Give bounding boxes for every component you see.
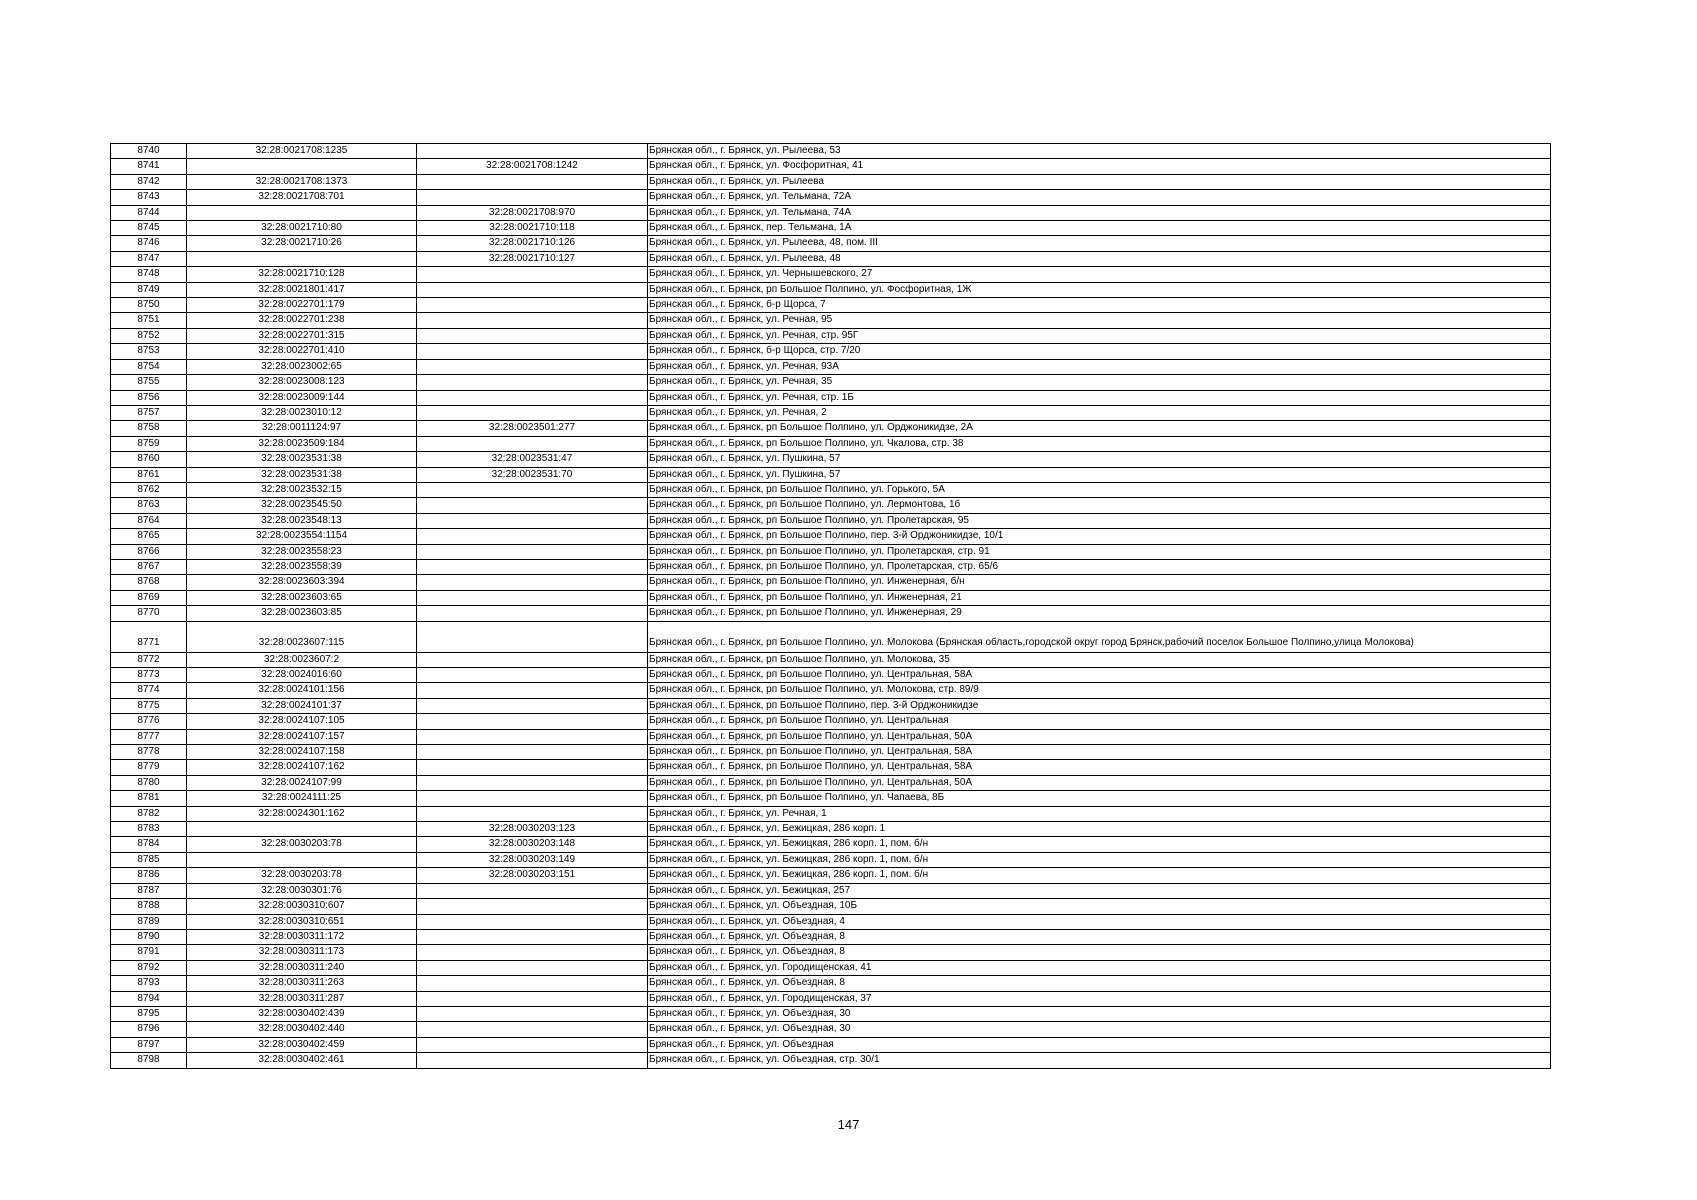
row-number-cell: 8792 [111, 960, 187, 975]
building-cadastral-number-cell [417, 498, 648, 513]
address-cell: Брянская обл., г. Брянск, рп Большое Полпино, ул. Горького, 5А [648, 482, 1551, 497]
address-cell: Брянская обл., г. Брянск, рп Большое Полпино, ул. Орджоникидзе, 2А [648, 421, 1551, 436]
cadastral-number-cell: 32:28:0023607:2 [187, 652, 417, 667]
building-cadastral-number-cell [417, 482, 648, 497]
row-number-cell: 8762 [111, 482, 187, 497]
address-cell: Брянская обл., г. Брянск, рп Большое Полпино, ул. Центральная, 50А [648, 729, 1551, 744]
cadastral-number-cell: 32:28:0030311:263 [187, 976, 417, 991]
table-row [111, 159, 1551, 174]
table-row [111, 282, 1551, 297]
building-cadastral-number-cell [417, 590, 648, 605]
address-cell: Брянская обл., г. Брянск, ул. Фосфоритная, 41 [648, 159, 1551, 174]
building-cadastral-number-cell [417, 621, 648, 652]
cadastral-number-cell: 32:28:0021708:1373 [187, 174, 417, 189]
cadastral-number-cell: 32:28:0023532:15 [187, 482, 417, 497]
building-cadastral-number-cell: 32:28:0030203:123 [417, 822, 648, 837]
building-cadastral-number-cell: 32:28:0023531:70 [417, 467, 648, 482]
address-cell: Брянская обл., г. Брянск, ул. Речная, 35 [648, 375, 1551, 390]
address-cell: Брянская обл., г. Брянск, ул. Объездная, 4 [648, 914, 1551, 929]
address-cell: Брянская обл., г. Брянск, ул. Объездная, стр. 30/1 [648, 1053, 1551, 1068]
cadastral-number-cell: 32:28:0030310:651 [187, 914, 417, 929]
table-row [111, 837, 1551, 852]
table-row [111, 683, 1551, 698]
table-row [111, 452, 1551, 467]
row-number-cell: 8778 [111, 745, 187, 760]
building-cadastral-number-cell [417, 945, 648, 960]
cadastral-number-cell: 32:28:0030311:172 [187, 929, 417, 944]
building-cadastral-number-cell [417, 976, 648, 991]
building-cadastral-number-cell [417, 668, 648, 683]
table-row [111, 405, 1551, 420]
address-cell: Брянская обл., г. Брянск, рп Большое Полпино, ул. Центральная, 50А [648, 775, 1551, 790]
row-number-cell: 8775 [111, 698, 187, 713]
address-cell: Брянская обл., г. Брянск, ул. Рылеева, 48 [648, 251, 1551, 266]
address-cell: Брянская обл., г. Брянск, ул. Объездная, 8 [648, 945, 1551, 960]
cadastral-number-cell: 32:28:0023010:12 [187, 405, 417, 420]
cadastral-number-cell: 32:28:0023558:23 [187, 544, 417, 559]
cadastral-number-cell: 32:28:0030311:173 [187, 945, 417, 960]
row-number-cell: 8755 [111, 375, 187, 390]
row-number-cell: 8742 [111, 174, 187, 189]
building-cadastral-number-cell [417, 1037, 648, 1052]
row-number-cell: 8772 [111, 652, 187, 667]
property-table-body [111, 144, 1551, 1069]
row-number-cell: 8751 [111, 313, 187, 328]
cadastral-number-cell: 32:28:0030402:439 [187, 1006, 417, 1021]
row-number-cell: 8743 [111, 190, 187, 205]
cadastral-number-cell: 32:28:0030203:78 [187, 837, 417, 852]
building-cadastral-number-cell [417, 914, 648, 929]
row-number-cell: 8756 [111, 390, 187, 405]
building-cadastral-number-cell: 32:28:0030203:148 [417, 837, 648, 852]
address-cell: Брянская обл., г. Брянск, ул. Бежицкая, 257 [648, 883, 1551, 898]
table-row [111, 652, 1551, 667]
address-cell: Брянская обл., г. Брянск, рп Большое Полпино, ул. Фосфоритная, 1Ж [648, 282, 1551, 297]
row-number-cell: 8790 [111, 929, 187, 944]
table-row [111, 621, 1551, 652]
cadastral-number-cell: 32:28:0030301:76 [187, 883, 417, 898]
building-cadastral-number-cell [417, 1022, 648, 1037]
row-number-cell: 8744 [111, 205, 187, 220]
row-number-cell: 8782 [111, 806, 187, 821]
address-cell: Брянская обл., г. Брянск, ул. Пушкина, 57 [648, 467, 1551, 482]
address-cell: Брянская обл., г. Брянск, ул. Объездная, 10Б [648, 899, 1551, 914]
building-cadastral-number-cell [417, 806, 648, 821]
row-number-cell: 8741 [111, 159, 187, 174]
cadastral-number-cell: 32:28:0030203:78 [187, 868, 417, 883]
table-row [111, 852, 1551, 867]
cadastral-number-cell [187, 822, 417, 837]
address-cell: Брянская обл., г. Брянск, б-р Щорса, 7 [648, 298, 1551, 313]
building-cadastral-number-cell: 32:28:0021708:1242 [417, 159, 648, 174]
row-number-cell: 8793 [111, 976, 187, 991]
row-number-cell: 8779 [111, 760, 187, 775]
table-row [111, 575, 1551, 590]
table-row [111, 236, 1551, 251]
building-cadastral-number-cell [417, 544, 648, 559]
row-number-cell: 8797 [111, 1037, 187, 1052]
building-cadastral-number-cell [417, 282, 648, 297]
table-row [111, 1037, 1551, 1052]
address-cell: Брянская обл., г. Брянск, рп Большое Полпино, ул. Пролетарская, стр. 91 [648, 544, 1551, 559]
address-cell: Брянская обл., г. Брянск, ул. Тельмана, 74А [648, 205, 1551, 220]
table-row [111, 359, 1551, 374]
cadastral-number-cell: 32:28:0021710:128 [187, 267, 417, 282]
building-cadastral-number-cell [417, 899, 648, 914]
table-row [111, 144, 1551, 159]
cadastral-number-cell: 32:28:0023607:115 [187, 621, 417, 652]
address-cell: Брянская обл., г. Брянск, рп Большое Полпино, ул. Молокова, стр. 89/9 [648, 683, 1551, 698]
building-cadastral-number-cell [417, 144, 648, 159]
row-number-cell: 8795 [111, 1006, 187, 1021]
cadastral-number-cell: 32:28:0023603:65 [187, 590, 417, 605]
address-cell: Брянская обл., г. Брянск, рп Большое Полпино, ул. Молокова (Брянская область,городской округ город Брянск,рабочий поселок Большое Полпино,улица Молокова) [648, 621, 1551, 652]
row-number-cell: 8765 [111, 529, 187, 544]
cadastral-number-cell: 32:28:0023531:38 [187, 467, 417, 482]
table-row [111, 806, 1551, 821]
address-cell: Брянская обл., г. Брянск, рп Большое Полпино, пер. 3-й Орджоникидзе [648, 698, 1551, 713]
address-cell: Брянская обл., г. Брянск, ул. Объездная, 30 [648, 1022, 1551, 1037]
row-number-cell: 8780 [111, 775, 187, 790]
cadastral-number-cell: 32:28:0023009:144 [187, 390, 417, 405]
table-row [111, 960, 1551, 975]
building-cadastral-number-cell: 32:28:0021710:127 [417, 251, 648, 266]
building-cadastral-number-cell [417, 267, 648, 282]
address-cell: Брянская обл., г. Брянск, ул. Объездная, 8 [648, 929, 1551, 944]
table-row [111, 251, 1551, 266]
cadastral-number-cell: 32:28:0030402:461 [187, 1053, 417, 1068]
address-cell: Брянская обл., г. Брянск, ул. Бежицкая, 286 корп. 1, пом. б/н [648, 837, 1551, 852]
table-row [111, 205, 1551, 220]
cadastral-number-cell: 32:28:0023603:85 [187, 606, 417, 621]
address-cell: Брянская обл., г. Брянск, ул. Городищенская, 41 [648, 960, 1551, 975]
building-cadastral-number-cell [417, 929, 648, 944]
row-number-cell: 8798 [111, 1053, 187, 1068]
cadastral-number-cell: 32:28:0024107:157 [187, 729, 417, 744]
table-row [111, 190, 1551, 205]
table-row [111, 899, 1551, 914]
table-row [111, 698, 1551, 713]
building-cadastral-number-cell [417, 190, 648, 205]
address-cell: Брянская обл., г. Брянск, рп Большое Полпино, ул. Пролетарская, стр. 65/6 [648, 559, 1551, 574]
table-row [111, 606, 1551, 621]
table-row [111, 729, 1551, 744]
building-cadastral-number-cell: 32:28:0021710:118 [417, 221, 648, 236]
building-cadastral-number-cell [417, 683, 648, 698]
table-row [111, 590, 1551, 605]
address-cell: Брянская обл., г. Брянск, ул. Речная, 1 [648, 806, 1551, 821]
row-number-cell: 8788 [111, 899, 187, 914]
building-cadastral-number-cell [417, 698, 648, 713]
address-cell: Брянская обл., г. Брянск, ул. Речная, стр. 1Б [648, 390, 1551, 405]
building-cadastral-number-cell [417, 714, 648, 729]
table-row [111, 328, 1551, 343]
address-cell: Брянская обл., г. Брянск, ул. Объездная [648, 1037, 1551, 1052]
address-cell: Брянская обл., г. Брянск, ул. Бежицкая, 286 корп. 1, пом. б/н [648, 868, 1551, 883]
address-cell: Брянская обл., г. Брянск, ул. Тельмана, 72А [648, 190, 1551, 205]
table-row [111, 929, 1551, 944]
cadastral-number-cell: 32:28:0023002:65 [187, 359, 417, 374]
cadastral-number-cell: 32:28:0024101:37 [187, 698, 417, 713]
cadastral-number-cell: 32:28:0022701:315 [187, 328, 417, 343]
row-number-cell: 8750 [111, 298, 187, 313]
row-number-cell: 8757 [111, 405, 187, 420]
address-cell: Брянская обл., г. Брянск, ул. Рылеева, 48, пом. III [648, 236, 1551, 251]
building-cadastral-number-cell [417, 529, 648, 544]
building-cadastral-number-cell [417, 375, 648, 390]
row-number-cell: 8745 [111, 221, 187, 236]
building-cadastral-number-cell [417, 436, 648, 451]
address-cell: Брянская обл., г. Брянск, рп Большое Полпино, ул. Центральная, 58А [648, 760, 1551, 775]
address-cell: Брянская обл., г. Брянск, рп Большое Полпино, ул. Центральная, 58А [648, 668, 1551, 683]
table-row [111, 267, 1551, 282]
cadastral-number-cell [187, 852, 417, 867]
building-cadastral-number-cell [417, 606, 648, 621]
table-row [111, 745, 1551, 760]
cadastral-number-cell: 32:28:0023548:13 [187, 513, 417, 528]
building-cadastral-number-cell [417, 359, 648, 374]
table-row [111, 529, 1551, 544]
property-table [110, 143, 1551, 1069]
row-number-cell: 8785 [111, 852, 187, 867]
address-cell: Брянская обл., г. Брянск, ул. Объездная, 30 [648, 1006, 1551, 1021]
building-cadastral-number-cell [417, 513, 648, 528]
cadastral-number-cell: 32:28:0021710:26 [187, 236, 417, 251]
table-row [111, 1022, 1551, 1037]
building-cadastral-number-cell [417, 729, 648, 744]
address-cell: Брянская обл., г. Брянск, ул. Речная, 2 [648, 405, 1551, 420]
table-row [111, 513, 1551, 528]
row-number-cell: 8748 [111, 267, 187, 282]
row-number-cell: 8784 [111, 837, 187, 852]
cadastral-number-cell: 32:28:0021708:1235 [187, 144, 417, 159]
row-number-cell: 8783 [111, 822, 187, 837]
building-cadastral-number-cell [417, 1053, 648, 1068]
building-cadastral-number-cell [417, 1006, 648, 1021]
address-cell: Брянская обл., г. Брянск, рп Большое Полпино, ул. Инженерная, б/н [648, 575, 1551, 590]
address-cell: Брянская обл., г. Брянск, ул. Речная, 93А [648, 359, 1551, 374]
row-number-cell: 8774 [111, 683, 187, 698]
building-cadastral-number-cell [417, 760, 648, 775]
address-cell: Брянская обл., г. Брянск, ул. Пушкина, 57 [648, 452, 1551, 467]
address-cell: Брянская обл., г. Брянск, ул. Бежицкая, 286 корп. 1, пом. б/н [648, 852, 1551, 867]
row-number-cell: 8781 [111, 791, 187, 806]
address-cell: Брянская обл., г. Брянск, рп Большое Полпино, ул. Инженерная, 21 [648, 590, 1551, 605]
building-cadastral-number-cell [417, 991, 648, 1006]
row-number-cell: 8767 [111, 559, 187, 574]
row-number-cell: 8746 [111, 236, 187, 251]
cadastral-number-cell [187, 159, 417, 174]
cadastral-number-cell: 32:28:0022701:238 [187, 313, 417, 328]
building-cadastral-number-cell [417, 298, 648, 313]
building-cadastral-number-cell [417, 313, 648, 328]
building-cadastral-number-cell [417, 883, 648, 898]
row-number-cell: 8759 [111, 436, 187, 451]
building-cadastral-number-cell [417, 791, 648, 806]
row-number-cell: 8761 [111, 467, 187, 482]
table-row [111, 1053, 1551, 1068]
building-cadastral-number-cell [417, 775, 648, 790]
row-number-cell: 8760 [111, 452, 187, 467]
row-number-cell: 8770 [111, 606, 187, 621]
address-cell: Брянская обл., г. Брянск, рп Большое Полпино, ул. Молокова, 35 [648, 652, 1551, 667]
cadastral-number-cell: 32:28:0023509:184 [187, 436, 417, 451]
row-number-cell: 8789 [111, 914, 187, 929]
cadastral-number-cell: 32:28:0030310:607 [187, 899, 417, 914]
building-cadastral-number-cell [417, 344, 648, 359]
table-row [111, 868, 1551, 883]
cadastral-number-cell: 32:28:0024107:99 [187, 775, 417, 790]
building-cadastral-number-cell: 32:28:0023531:47 [417, 452, 648, 467]
building-cadastral-number-cell [417, 390, 648, 405]
table-row [111, 791, 1551, 806]
building-cadastral-number-cell [417, 174, 648, 189]
row-number-cell: 8749 [111, 282, 187, 297]
table-row [111, 221, 1551, 236]
table-row [111, 714, 1551, 729]
row-number-cell: 8766 [111, 544, 187, 559]
row-number-cell: 8752 [111, 328, 187, 343]
cadastral-number-cell: 32:28:0024111:25 [187, 791, 417, 806]
cadastral-number-cell: 32:28:0023531:38 [187, 452, 417, 467]
address-cell: Брянская обл., г. Брянск, рп Большое Полпино, ул. Инженерная, 29 [648, 606, 1551, 621]
cadastral-number-cell: 32:28:0023603:394 [187, 575, 417, 590]
cadastral-number-cell: 32:28:0023554:1154 [187, 529, 417, 544]
cadastral-number-cell: 32:28:0023558:39 [187, 559, 417, 574]
row-number-cell: 8771 [111, 621, 187, 652]
table-row [111, 544, 1551, 559]
building-cadastral-number-cell [417, 575, 648, 590]
table-row [111, 914, 1551, 929]
cadastral-number-cell: 32:28:0022701:410 [187, 344, 417, 359]
address-cell: Брянская обл., г. Брянск, рп Большое Полпино, ул. Лермонтова, 1б [648, 498, 1551, 513]
cadastral-number-cell [187, 251, 417, 266]
table-row [111, 668, 1551, 683]
table-row [111, 298, 1551, 313]
table-row [111, 482, 1551, 497]
table-row [111, 559, 1551, 574]
row-number-cell: 8791 [111, 945, 187, 960]
table-row [111, 976, 1551, 991]
row-number-cell: 8776 [111, 714, 187, 729]
table-row [111, 436, 1551, 451]
cadastral-number-cell [187, 205, 417, 220]
cadastral-number-cell: 32:28:0024101:156 [187, 683, 417, 698]
building-cadastral-number-cell [417, 328, 648, 343]
table-row [111, 822, 1551, 837]
cadastral-number-cell: 32:28:0030402:440 [187, 1022, 417, 1037]
table-row [111, 375, 1551, 390]
cadastral-number-cell: 32:28:0021710:80 [187, 221, 417, 236]
address-cell: Брянская обл., г. Брянск, ул. Речная, 95 [648, 313, 1551, 328]
address-cell: Брянская обл., г. Брянск, рп Большое Полпино, ул. Чапаева, 8Б [648, 791, 1551, 806]
row-number-cell: 8763 [111, 498, 187, 513]
address-cell: Брянская обл., г. Брянск, ул. Чернышевского, 27 [648, 267, 1551, 282]
table-row [111, 390, 1551, 405]
row-number-cell: 8768 [111, 575, 187, 590]
building-cadastral-number-cell: 32:28:0021710:126 [417, 236, 648, 251]
building-cadastral-number-cell [417, 559, 648, 574]
row-number-cell: 8794 [111, 991, 187, 1006]
row-number-cell: 8764 [111, 513, 187, 528]
cadastral-number-cell: 32:28:0023008:123 [187, 375, 417, 390]
address-cell: Брянская обл., г. Брянск, рп Большое Полпино, ул. Центральная, 58А [648, 745, 1551, 760]
row-number-cell: 8773 [111, 668, 187, 683]
cadastral-number-cell: 32:28:0022701:179 [187, 298, 417, 313]
cadastral-number-cell: 32:28:0021801:417 [187, 282, 417, 297]
row-number-cell: 8786 [111, 868, 187, 883]
address-cell: Брянская обл., г. Брянск, ул. Бежицкая, 286 корп. 1 [648, 822, 1551, 837]
address-cell: Брянская обл., г. Брянск, ул. Рылеева, 53 [648, 144, 1551, 159]
building-cadastral-number-cell: 32:28:0030203:151 [417, 868, 648, 883]
table-row [111, 760, 1551, 775]
page-number: 147 [837, 1117, 860, 1132]
cadastral-number-cell: 32:28:0024107:158 [187, 745, 417, 760]
table-row [111, 421, 1551, 436]
table-row [111, 498, 1551, 513]
address-cell: Брянская обл., г. Брянск, рп Большое Полпино, ул. Центральная [648, 714, 1551, 729]
building-cadastral-number-cell: 32:28:0023501:277 [417, 421, 648, 436]
cadastral-number-cell: 32:28:0021708:701 [187, 190, 417, 205]
table-row [111, 883, 1551, 898]
cadastral-number-cell: 32:28:0030311:287 [187, 991, 417, 1006]
address-cell: Брянская обл., г. Брянск, ул. Городищенская, 37 [648, 991, 1551, 1006]
address-cell: Брянская обл., г. Брянск, ул. Объездная, 8 [648, 976, 1551, 991]
cadastral-number-cell: 32:28:0024301:162 [187, 806, 417, 821]
address-cell: Брянская обл., г. Брянск, рп Большое Полпино, ул. Пролетарская, 95 [648, 513, 1551, 528]
row-number-cell: 8740 [111, 144, 187, 159]
address-cell: Брянская обл., г. Брянск, ул. Рылеева [648, 174, 1551, 189]
address-cell: Брянская обл., г. Брянск, рп Большое Полпино, пер. 3-й Орджоникидзе, 10/1 [648, 529, 1551, 544]
table-row [111, 991, 1551, 1006]
row-number-cell: 8796 [111, 1022, 187, 1037]
cadastral-number-cell: 32:28:0011124:97 [187, 421, 417, 436]
cadastral-number-cell: 32:28:0030402:459 [187, 1037, 417, 1052]
building-cadastral-number-cell: 32:28:0021708:970 [417, 205, 648, 220]
table-row [111, 344, 1551, 359]
row-number-cell: 8787 [111, 883, 187, 898]
building-cadastral-number-cell: 32:28:0030203:149 [417, 852, 648, 867]
cadastral-number-cell: 32:28:0030311:240 [187, 960, 417, 975]
building-cadastral-number-cell [417, 960, 648, 975]
row-number-cell: 8747 [111, 251, 187, 266]
address-cell: Брянская обл., г. Брянск, рп Большое Полпино, ул. Чкалова, стр. 38 [648, 436, 1551, 451]
cadastral-number-cell: 32:28:0024016:60 [187, 668, 417, 683]
building-cadastral-number-cell [417, 405, 648, 420]
row-number-cell: 8753 [111, 344, 187, 359]
table-row [111, 467, 1551, 482]
cadastral-number-cell: 32:28:0023545:50 [187, 498, 417, 513]
row-number-cell: 8758 [111, 421, 187, 436]
row-number-cell: 8777 [111, 729, 187, 744]
row-number-cell: 8754 [111, 359, 187, 374]
address-cell: Брянская обл., г. Брянск, ул. Речная, стр. 95Г [648, 328, 1551, 343]
building-cadastral-number-cell [417, 745, 648, 760]
table-row [111, 1006, 1551, 1021]
table-row [111, 945, 1551, 960]
table-row [111, 174, 1551, 189]
building-cadastral-number-cell [417, 652, 648, 667]
table-row [111, 313, 1551, 328]
cadastral-number-cell: 32:28:0024107:105 [187, 714, 417, 729]
cadastral-number-cell: 32:28:0024107:162 [187, 760, 417, 775]
row-number-cell: 8769 [111, 590, 187, 605]
table-row [111, 775, 1551, 790]
address-cell: Брянская обл., г. Брянск, пер. Тельмана, 1А [648, 221, 1551, 236]
address-cell: Брянская обл., г. Брянск, б-р Щорса, стр. 7/20 [648, 344, 1551, 359]
